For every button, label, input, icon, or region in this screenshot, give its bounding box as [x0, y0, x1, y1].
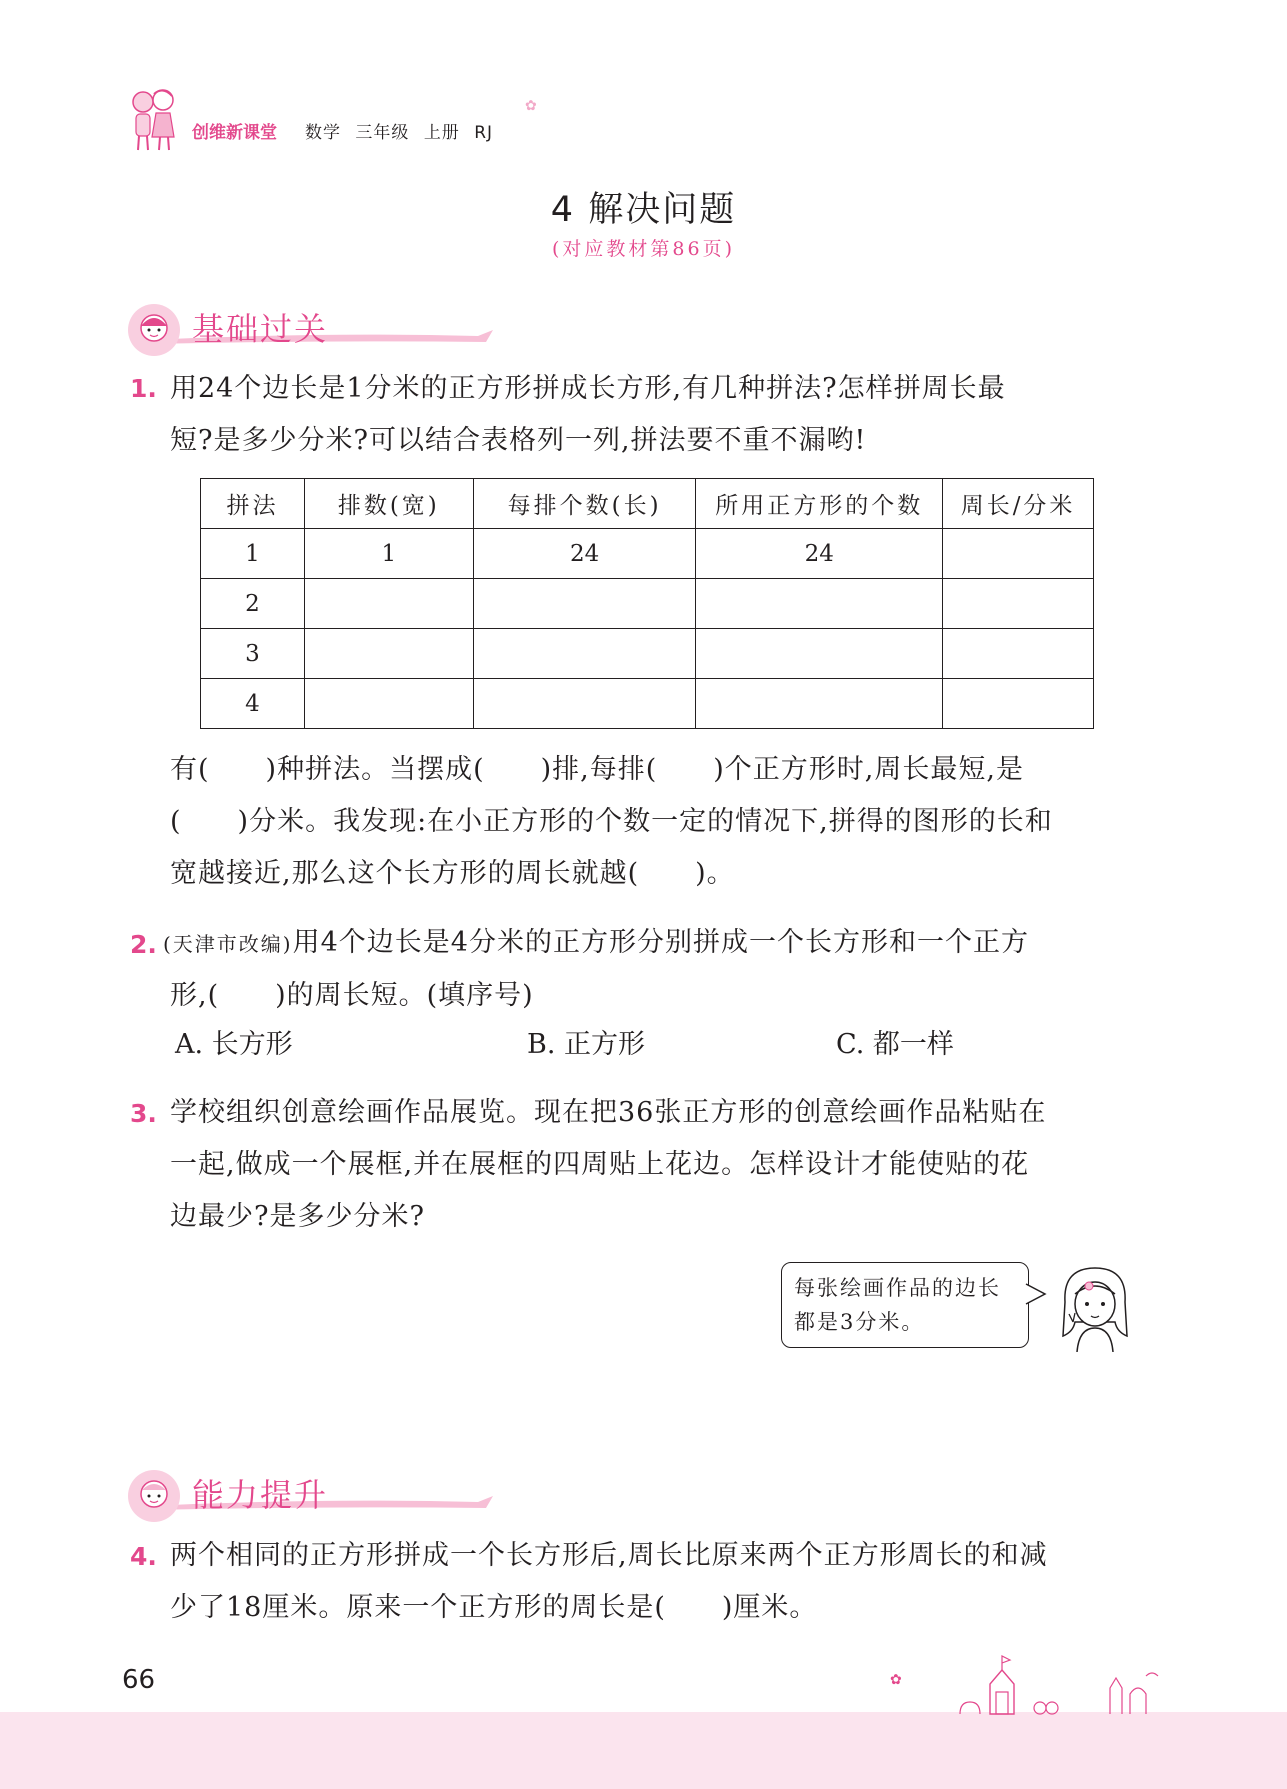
table-cell[interactable]: 24: [473, 529, 696, 579]
question-line[interactable]: 少了18厘米。原来一个正方形的周长是( )厘米。: [170, 1592, 818, 1623]
table-cell: 1: [201, 529, 305, 579]
table-header-cell: 拼法: [201, 479, 305, 529]
question-number: 2.: [130, 930, 157, 959]
question-line: 学校组织创意绘画作品展览。现在把36张正方形的创意绘画作品粘贴在: [170, 1097, 1047, 1128]
table-cell[interactable]: [473, 629, 696, 679]
speech-bubble-text: [794, 1271, 1001, 1339]
option-c[interactable]: C. 都一样: [836, 1029, 954, 1060]
table-cell[interactable]: [304, 579, 473, 629]
question-4-text: [170, 1530, 1048, 1634]
question-line[interactable]: 形,( )的周长短。(填序号): [170, 980, 534, 1011]
header-grade: 三年级: [355, 123, 410, 143]
table-row: [201, 629, 1094, 679]
question-number: 3.: [130, 1099, 157, 1128]
header-brand: 创维新课堂: [192, 123, 277, 143]
question-1-fill-in: [170, 744, 1053, 900]
girl-badge-icon: [128, 304, 180, 356]
page-title: 4 解决问题: [550, 190, 737, 230]
header-subject: 数学: [305, 123, 341, 143]
arrangement-table: [200, 478, 1094, 729]
table-cell[interactable]: [696, 629, 943, 679]
question-3-text: [170, 1087, 1046, 1243]
section-banner-basic: [128, 298, 378, 358]
section-title-basic: 基础过关: [192, 310, 329, 348]
table-cell: 4: [201, 679, 305, 729]
fill-in-line[interactable]: ( )分米。我发现:在小正方形的个数一定的情况下,拼得的图形的长和: [170, 806, 1053, 837]
option-b[interactable]: B. 正方形: [527, 1029, 646, 1060]
question-2-text: [163, 917, 1029, 1022]
question-line: 两个相同的正方形拼成一个长方形后,周长比原来两个正方形周长的和减: [170, 1540, 1048, 1571]
speech-bubble: [781, 1262, 1029, 1348]
table-cell: 3: [201, 629, 305, 679]
table-row: [201, 679, 1094, 729]
speech-line: 都是3分米。: [794, 1310, 925, 1334]
option-a[interactable]: A. 长方形: [175, 1029, 293, 1060]
header-volume: 上册: [423, 123, 460, 143]
table-row: [201, 529, 1094, 579]
table-cell[interactable]: [943, 629, 1094, 679]
question-line[interactable]: [163, 917, 1029, 970]
fill-in-line[interactable]: 有( )种拼法。当摆成( )排,每排( )个正方形时,周长最短,是: [170, 754, 1024, 785]
kids-logo-icon: [128, 86, 178, 154]
answer-options: [0, 1022, 1287, 1066]
table-header-cell: 每排个数(长): [473, 479, 696, 529]
girl-illustration-icon: [1055, 1262, 1133, 1362]
table-row: [201, 579, 1094, 629]
table-header-cell: 排数(宽): [304, 479, 473, 529]
page-subtitle: (对应教材第86页): [551, 238, 735, 260]
table-header-cell: 周长/分米: [943, 479, 1094, 529]
table-cell[interactable]: [696, 579, 943, 629]
question-line: 边最少?是多少分米?: [170, 1201, 425, 1232]
question-line: 用24个边长是1分米的正方形拼成长方形,有几种拼法?怎样拼周长最: [170, 373, 1006, 404]
question-1-text: [170, 363, 1006, 467]
castle-decoration-icon: [940, 1640, 1180, 1720]
section-title-advanced: 能力提升: [192, 1476, 329, 1514]
speech-bubble-tail-icon: [1025, 1280, 1049, 1310]
table-cell: 2: [201, 579, 305, 629]
question-number: 1.: [130, 374, 157, 403]
table-cell[interactable]: [696, 679, 943, 729]
sparkle-icon: ✿: [525, 98, 537, 114]
table-header-row: [201, 479, 1094, 529]
table-cell[interactable]: [473, 679, 696, 729]
question-source: (天津市改编): [163, 932, 293, 956]
table-cell[interactable]: 1: [304, 529, 473, 579]
question-line-text: 用4个边长是4分米的正方形分别拼成一个长方形和一个正方: [292, 927, 1029, 958]
page-number: 66: [122, 1665, 156, 1695]
header-edition: RJ: [474, 123, 494, 143]
table-cell[interactable]: [304, 629, 473, 679]
question-line: 一起,做成一个展框,并在展框的四周贴上花边。怎样设计才能使贴的花: [170, 1149, 1030, 1180]
table-cell[interactable]: [304, 679, 473, 729]
speech-line: 每张绘画作品的边长: [794, 1276, 1001, 1300]
table-cell[interactable]: [943, 679, 1094, 729]
question-line: 短?是多少分米?可以结合表格列一列,拼法要不重不漏哟!: [170, 425, 867, 456]
table-cell[interactable]: [943, 529, 1094, 579]
table-header-cell: 所用正方形的个数: [696, 479, 943, 529]
section-banner-advanced: [128, 1464, 378, 1524]
table-cell[interactable]: [473, 579, 696, 629]
boy-badge-icon: [128, 1470, 180, 1522]
footer-band: [0, 1712, 1287, 1789]
table-cell[interactable]: 24: [696, 529, 943, 579]
fill-in-line[interactable]: 宽越接近,那么这个长方形的周长就越( )。: [170, 858, 735, 889]
table-cell[interactable]: [943, 579, 1094, 629]
header-info: [305, 118, 501, 143]
question-number: 4.: [130, 1542, 157, 1571]
butterfly-icon: ✿: [890, 1672, 902, 1688]
